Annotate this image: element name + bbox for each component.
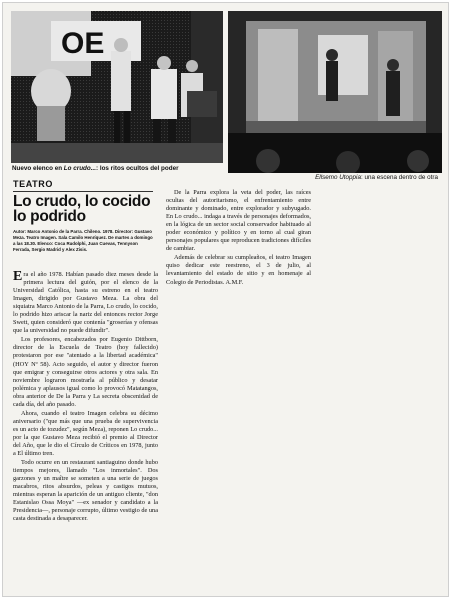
headline: Lo crudo, lo cocido lo podrido	[13, 193, 151, 225]
scene-photo	[228, 11, 442, 173]
stage-sign-text: OE	[61, 27, 105, 60]
play-credits: Autor: Marco Antonio de la Parra. Chileno. 1978. Director: Gustavo Meza. Teatro Imagen. Sala Camilo Henríquez. De martes a domingo a las 18.30. Elenco: Coca Rudolphi, Juan Cuevas, Tennyson Ferrada, Sergio Madrid y Alex Zisis.	[13, 229, 153, 253]
caption-part: : los ritos ocultos del poder	[95, 165, 179, 172]
paragraph	[13, 271, 158, 335]
caption-part: : una escena dentro de otra	[360, 174, 438, 181]
newspaper-page	[2, 2, 449, 597]
article-column-left	[13, 271, 158, 524]
caption-part: Nuevo elenco en	[12, 165, 64, 172]
article-column-right	[166, 189, 311, 288]
paragraph: Ahora, cuando el teatro Imagen celebra su décimo aniversario ("que más que una prueba de supervivencia es un acto de tozudez", según Meza), reponen Lo crudo... por la que Gustavo Meza recibió el premio al Director del Año, que le dio el Círculo de Críticos en 1978, junto a El último tren.	[13, 409, 158, 458]
cast-photo	[11, 11, 223, 163]
paragraph: Además de celebrar su cumpleaños, el teatro Imagen quiso dedicar este reestreno, el 3 de julio, al levantamiento del estado de sitio y en homenaje al Colegio de Periodistas. A.M.F.	[166, 254, 311, 286]
caption-title: Ellsemo Utoppia	[315, 174, 361, 181]
left-photo-caption	[12, 165, 179, 172]
caption-title: Lo crudo...	[63, 165, 96, 172]
paragraph: Los profesores, encabezados por Eugenio Dittborn, director de la Escuela de Teatro (hoy fallecido) protestaron por ese "atentado a la libertad académica" (HOY Nº 58). Acto seguido, el autor y director fueron que emigrar y conseguirse otros actores y otra sala. En noviembre lograron mostrarla al público y desatar polémica y aplausos igual como lo provocó Matatangos, obra anterior de De la Parra y La secreta obscenidad de cada día, del año pasado.	[13, 336, 158, 408]
paragraph: De la Parra explora la veta del poder, las raíces ocultas del autoritarismo, el enfrentamiento entre dominante y dominado, entre explorador y subyugado. En Lo crudo... indaga a través de personajes deformados, en la lógica de un sector social conservador habituado al poder económico y político y en torno al cual giran personajes populares que reproducen tradiciones difíciles de cambiar.	[166, 189, 311, 253]
drop-cap: E	[13, 269, 23, 284]
section-rule	[13, 191, 153, 192]
paragraph: Todo ocurre en un restaurant santiaguino donde hubo tiempos mejores, llamado "Los inmortales". Dos garzones y un maître se someten a una serie de juegos macabros, ritos absurdos, peleas y castigos mutuos, mientras esperan la aparición de un antiguo cliente, "don Estanislao Ossa Moya" —ex senador y candidato a la Presidencia—, personaje corrupto, último vestigio de una casta destinada a desaparecer.	[13, 459, 158, 523]
paragraph-text: ra el año 1978. Habían pasado diez meses desde la primera lectura del guión, por el elenco de la Universidad Católica, hasta su estreno en el teatro Imagen, dirigido por Gustavo Meza. La obra del siquiatra Marco Antonio de la Parra, Lo crudo, lo cocido, lo podrido hizo ariscar la nariz del entonces rector Jorge Swett, quien consideró que contenía "groserías y ofensas que la universidad no puede difundir".	[13, 271, 158, 335]
right-photo-caption	[315, 174, 438, 181]
section-label: TEATRO	[13, 179, 53, 189]
